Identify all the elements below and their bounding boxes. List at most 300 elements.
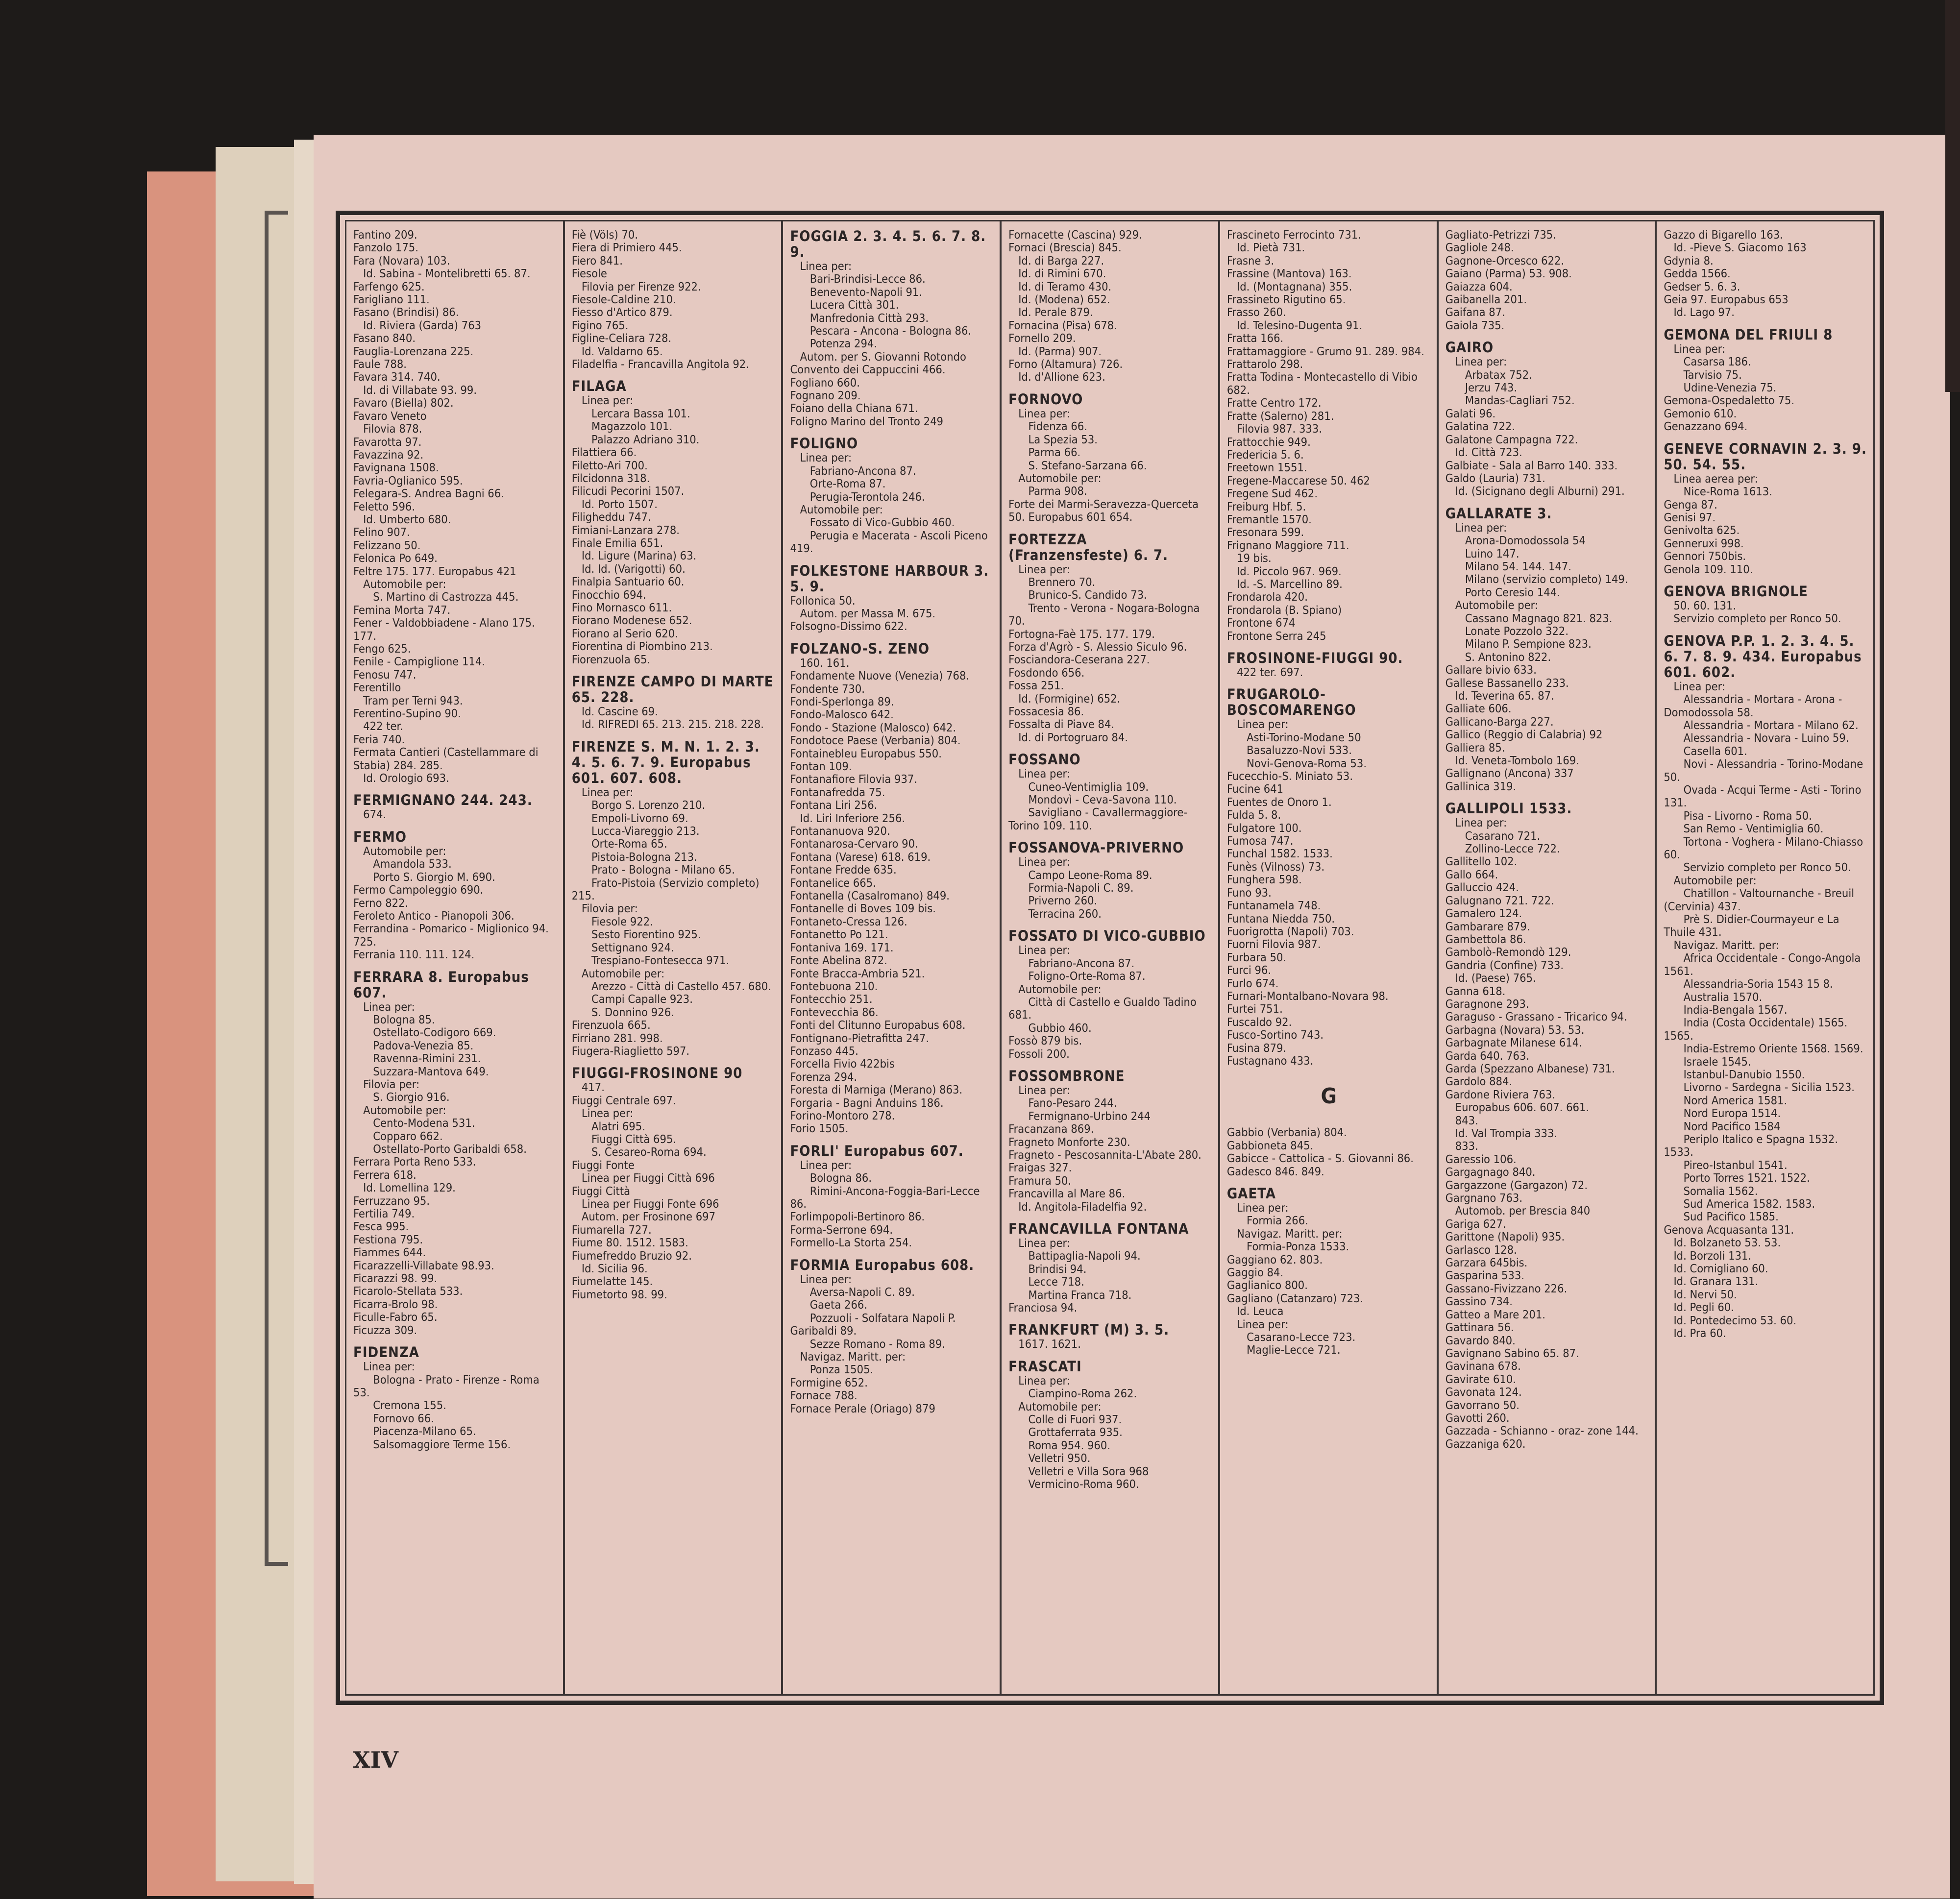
index-entry: Fregene Sud 462. xyxy=(1226,487,1318,501)
index-entry: Casarsa 186. xyxy=(1664,355,1751,369)
index-entry: Genga 87. xyxy=(1664,497,1717,511)
index-column-5 xyxy=(1220,221,1439,1694)
index-entry: 417. xyxy=(571,1080,605,1095)
index-entry: Alessandria - Novara - Luino 59. xyxy=(1664,731,1849,745)
index-entry: Grottaferrata 935. xyxy=(1008,1425,1123,1439)
index-entry: Id. Riviera (Garda) 763 xyxy=(353,318,482,332)
index-entry: Benevento-Napoli 91. xyxy=(790,285,923,299)
index-entry: 422 ter. xyxy=(353,719,403,733)
index-column-3 xyxy=(783,221,1002,1694)
index-entry: Bari-Brindisi-Lecce 86. xyxy=(790,272,926,286)
index-entry: Id. RIFREDI 65. 213. 215. 218. 228. xyxy=(571,717,764,731)
index-entry: Furbara 50. xyxy=(1226,950,1287,964)
index-entry: Garbagna (Novara) 53. 53. xyxy=(1445,1023,1585,1037)
station-heading: FILAGA xyxy=(571,378,627,395)
index-entry: Fontecchio 251. xyxy=(790,992,873,1006)
index-entry: India-Estremo Oriente 1568. 1569. xyxy=(1664,1042,1863,1056)
index-entry: Gagliano (Catanzaro) 723. xyxy=(1226,1291,1364,1305)
index-entry: Filattiera 66. xyxy=(571,445,637,460)
index-entry: Feltre 175. 177. Europabus 421 xyxy=(353,564,516,578)
index-entry: Formigine 652. xyxy=(790,1375,868,1389)
index-entry: Galugnano 721. 722. xyxy=(1445,893,1554,907)
index-entry: San Remo - Ventimiglia 60. xyxy=(1664,822,1824,836)
index-entry: Genola 109. 110. xyxy=(1664,562,1753,576)
station-heading: GENOVA P.P. 1. 2. 3. 4. 5. 6. 7. 8. 9. 434. Europabus 601. 602. xyxy=(1664,632,1867,681)
index-entry: Fratte (Salerno) 281. xyxy=(1226,409,1334,423)
index-entry: Fogliano 660. xyxy=(790,375,860,390)
index-entry: Parma 908. xyxy=(1008,484,1087,498)
index-entry: Freiburg Hbf. 5. xyxy=(1226,499,1306,513)
index-entry: Farfengo 625. xyxy=(353,279,425,293)
index-entry: Fondotoce Paese (Verbania) 804. xyxy=(790,733,961,748)
index-entry: Ferentino-Supino 90. xyxy=(353,706,461,721)
index-entry: Lucca-Viareggio 213. xyxy=(571,824,700,838)
index-entry: Fornello 209. xyxy=(1008,331,1076,345)
index-entry: Casella 601. xyxy=(1664,744,1747,758)
index-entry: Novi - Alessandria - Torino-Modane 50. xyxy=(1664,757,1867,784)
index-entry: Figline-Celiara 728. xyxy=(571,331,672,345)
index-entry: Fosdondo 656. xyxy=(1008,665,1085,680)
index-entry: Fontananuova 920. xyxy=(790,824,890,838)
index-entry: Fontanafredda 75. xyxy=(790,785,885,799)
index-entry: S. Donnino 926. xyxy=(571,1005,674,1019)
index-entry: Cremona 155. xyxy=(353,1398,446,1412)
index-entry: Fustagnano 433. xyxy=(1226,1053,1314,1068)
index-entry: Orte-Roma 65. xyxy=(571,837,667,851)
index-entry: Fiè (Völs) 70. xyxy=(571,228,638,242)
index-entry: Istanbul-Danubio 1550. xyxy=(1664,1067,1805,1081)
index-entry: Milano (servizio completo) 149. xyxy=(1445,572,1628,586)
index-entry: Id. Id. (Varigotti) 60. xyxy=(571,561,686,576)
index-entry: Id. Angitola-Filadelfia 92. xyxy=(1008,1199,1147,1214)
index-entry: Gavinana 678. xyxy=(1445,1359,1521,1373)
index-entry: Fornace Perale (Oriago) 879 xyxy=(790,1401,935,1415)
index-entry: Linea per: xyxy=(1008,767,1070,781)
index-entry: Fiera di Primiero 445. xyxy=(571,241,682,255)
index-entry: Livorno - Sardegna - Sicilia 1523. xyxy=(1664,1080,1855,1095)
index-entry: Fiumefreddo Bruzio 92. xyxy=(571,1248,692,1263)
index-entry: Cassano Magnago 821. 823. xyxy=(1445,611,1613,625)
index-entry: Ferno 822. xyxy=(353,896,409,910)
index-entry: Gamalero 124. xyxy=(1445,906,1522,921)
index-entry: Id. di Rimini 670. xyxy=(1008,267,1106,281)
index-entry: Settignano 924. xyxy=(571,940,674,954)
index-entry: Linea per: xyxy=(1008,943,1070,957)
index-entry: Forino-Montoro 278. xyxy=(790,1108,895,1122)
index-entry: Gaeta 266. xyxy=(790,1298,868,1312)
index-entry: Novi-Genova-Roma 53. xyxy=(1226,756,1367,770)
index-entry: Bologna 85. xyxy=(353,1012,435,1026)
page-frame xyxy=(336,211,1884,1705)
index-entry: Gavorrano 50. xyxy=(1445,1398,1519,1412)
index-entry: Fiero 841. xyxy=(571,253,623,268)
index-entry: Autom. per Frosinone 697 xyxy=(571,1210,716,1224)
index-entry: Fontaneto-Cressa 126. xyxy=(790,914,907,928)
index-entry: Maglie-Lecce 721. xyxy=(1226,1343,1341,1357)
index-entry: Favarotta 97. xyxy=(353,435,422,449)
index-entry: Filovia per Firenze 922. xyxy=(571,279,701,293)
index-entry: 422 ter. 697. xyxy=(1226,665,1303,679)
index-entry: Gavirate 610. xyxy=(1445,1372,1517,1386)
index-entry: Alessandria - Mortara - Milano 62. xyxy=(1664,718,1859,732)
index-entry: Fosciandora-Ceserana 227. xyxy=(1008,653,1150,667)
index-entry: Fredericia 5. 6. xyxy=(1226,447,1304,462)
book-binding-edge xyxy=(1945,0,1960,392)
index-column-7 xyxy=(1657,221,1873,1694)
index-entry: Id. Sicilia 96. xyxy=(571,1262,648,1276)
index-entry: Fantino 209. xyxy=(353,228,417,242)
index-entry: Frassine (Mantova) 163. xyxy=(1226,267,1352,281)
index-entry: Gargnano 763. xyxy=(1445,1191,1523,1205)
index-entry: Garessio 106. xyxy=(1445,1152,1517,1166)
index-entry: Fanzolo 175. xyxy=(353,241,418,255)
index-entry: Fuorni Filovia 987. xyxy=(1226,937,1321,951)
index-entry: Alatri 695. xyxy=(571,1119,645,1133)
index-entry: Fontignano-Pietrafitta 247. xyxy=(790,1031,930,1045)
station-heading: FIRENZE CAMPO DI MARTE 65. 228. xyxy=(571,673,779,706)
index-entry: Europabus 606. 607. 661. xyxy=(1445,1100,1590,1115)
index-entry: Fonte Abelina 872. xyxy=(790,953,887,968)
index-entry: Nice-Roma 1613. xyxy=(1664,485,1772,499)
index-entry: Fenile - Campiglione 114. xyxy=(353,655,486,669)
index-entry: Fossato di Vico-Gubbio 460. xyxy=(790,515,955,530)
index-entry: Fener - Valdobbiadene - Alano 175. 177. xyxy=(353,616,539,643)
station-heading: FOLKESTONE HARBOUR 3. 5. 9. xyxy=(790,562,994,595)
index-entry: Orte-Roma 87. xyxy=(790,477,886,491)
station-heading: GAIRO xyxy=(1445,339,1494,356)
index-entry: Folsogno-Dissimo 622. xyxy=(790,619,907,633)
index-entry: Formia 266. xyxy=(1226,1214,1308,1228)
index-entry: Mondovì - Ceva-Savona 110. xyxy=(1008,793,1177,807)
station-heading: FIUGGI-FROSINONE 90 xyxy=(571,1065,743,1082)
index-entry: Fondo - Stazione (Malosco) 642. xyxy=(790,720,956,734)
index-entry: Padova-Venezia 85. xyxy=(353,1038,474,1052)
index-entry: Parma 66. xyxy=(1008,445,1081,460)
index-entry: Linea per: xyxy=(790,451,852,465)
index-entry: Fiugera-Riaglietto 597. xyxy=(571,1044,690,1058)
index-entry: Fasano 840. xyxy=(353,331,416,345)
index-entry: Ferrandina - Pomarico - Miglionico 94. 725. xyxy=(353,922,552,949)
index-entry: Udine-Venezia 75. xyxy=(1664,381,1777,395)
index-entry: 1617. 1621. xyxy=(1008,1337,1081,1351)
index-entry: Pistoia-Bologna 213. xyxy=(571,850,697,864)
index-entry: Fiumetorto 98. 99. xyxy=(571,1287,667,1301)
index-entry: Fornacette (Cascina) 929. xyxy=(1008,228,1142,242)
index-entry: Filovia 987. 333. xyxy=(1226,422,1323,436)
index-entry: Furlo 674. xyxy=(1226,976,1279,990)
index-entry: Fiuggi Centrale 697. xyxy=(571,1093,676,1107)
index-entry: Fontane Fredde 635. xyxy=(790,863,897,877)
index-entry: Fidenza 66. xyxy=(1008,419,1087,434)
index-entry: Empoli-Livorno 69. xyxy=(571,811,688,825)
index-entry: Genova Acquasanta 131. xyxy=(1664,1222,1794,1237)
index-entry: Terracina 260. xyxy=(1008,906,1102,921)
station-heading: FRANKFURT (M) 3. 5. xyxy=(1008,1321,1170,1339)
index-entry: Fumosa 747. xyxy=(1226,834,1294,848)
index-entry: Fontana Liri 256. xyxy=(790,798,878,812)
index-entry: Fontanafiore Filovia 937. xyxy=(790,772,918,786)
index-entry: Lercara Bassa 101. xyxy=(571,406,690,420)
index-entry: Id. Umberto 680. xyxy=(353,512,451,526)
index-entry: Ponza 1505. xyxy=(790,1363,874,1377)
index-entry: Linea per: xyxy=(571,1106,634,1120)
index-entry: Filicudi Pecorini 1507. xyxy=(571,484,685,498)
index-entry: Gassano-Fivizzano 226. xyxy=(1445,1281,1568,1295)
index-entry: Ovada - Acqui Terme - Asti - Torino 131. xyxy=(1664,783,1865,810)
index-entry: Fratte Centro 172. xyxy=(1226,396,1322,410)
index-entry: Garzara 645bis. xyxy=(1445,1256,1528,1270)
index-entry: Frassineto Rigutino 65. xyxy=(1226,292,1346,307)
index-entry: 50. 60. 131. xyxy=(1664,598,1737,612)
index-entry: Servizio completo per Ronco 50. xyxy=(1664,611,1841,626)
index-entry: Piacenza-Milano 65. xyxy=(353,1424,476,1438)
index-entry: Foligno-Orte-Roma 87. xyxy=(1008,969,1146,983)
index-entry: Fiammes 644. xyxy=(353,1245,426,1260)
index-entry: Fontanarosa-Cervaro 90. xyxy=(790,837,918,851)
index-entry: Garda (Spezzano Albanese) 731. xyxy=(1445,1061,1615,1075)
index-entry: Id. Veneta-Tombolo 169. xyxy=(1445,754,1579,768)
index-entry: Id. Lomellina 129. xyxy=(353,1181,456,1195)
index-entry: Funo 93. xyxy=(1226,885,1272,900)
index-entry: Gavardo 840. xyxy=(1445,1333,1516,1347)
index-entry: Gazzo di Bigarello 163. xyxy=(1664,228,1783,242)
index-entry: Fucecchio-S. Miniato 53. xyxy=(1226,769,1353,783)
index-entry: Fontan 109. xyxy=(790,759,852,773)
index-entry: Perugia-Terontola 246. xyxy=(790,489,925,504)
index-entry: Gadesco 846. 849. xyxy=(1226,1164,1324,1178)
index-entry: Gaiola 735. xyxy=(1445,318,1505,332)
index-entry: Vermicino-Roma 960. xyxy=(1008,1477,1139,1491)
index-entry: Fornaci (Brescia) 845. xyxy=(1008,241,1122,255)
index-entry: Feletto 596. xyxy=(353,499,416,513)
index-entry: Fontanelice 665. xyxy=(790,876,876,890)
index-entry: Alessandria-Soria 1543 15 8. xyxy=(1664,977,1833,991)
index-entry: Gambolò-Remondò 129. xyxy=(1445,945,1571,959)
index-entry: Felizzano 50. xyxy=(353,538,421,552)
index-entry: Automobile per: xyxy=(790,502,883,516)
index-entry: Ferrera 618. xyxy=(353,1168,416,1182)
index-entry: Ravenna-Rimini 231. xyxy=(353,1051,481,1066)
index-entry: Campi Capalle 923. xyxy=(571,992,693,1006)
index-entry: Frascineto Ferrocinto 731. xyxy=(1226,228,1361,242)
index-entry: Freetown 1551. xyxy=(1226,461,1307,475)
index-entry: Gardone Riviera 763. xyxy=(1445,1087,1556,1101)
index-entry: Ficulle-Fabro 65. xyxy=(353,1310,438,1324)
index-entry: Asti-Torino-Modane 50 xyxy=(1226,730,1361,744)
index-entry: Gargagnago 840. xyxy=(1445,1165,1536,1179)
index-entry: Id. d'Allione 623. xyxy=(1008,370,1105,384)
station-heading: FIRENZE S. M. N. 1. 2. 3. 4. 5. 6. 7. 9. Europabus 601. 607. 608. xyxy=(571,738,765,786)
index-entry: Formia-Napoli C. 89. xyxy=(1008,881,1134,895)
index-entry: Palazzo Adriano 310. xyxy=(571,432,700,446)
index-entry: S. Giorgio 916. xyxy=(353,1090,450,1104)
index-entry: Gaibanella 201. xyxy=(1445,292,1527,307)
index-entry: Ostellato-Codigoro 669. xyxy=(353,1025,496,1040)
index-entry: Favignana 1508. xyxy=(353,461,439,475)
index-entry: Fiorano al Serio 620. xyxy=(571,626,678,640)
index-entry: Navigaz. Maritt. per: xyxy=(1226,1226,1343,1241)
index-entry: Ficarazzelli-Villabate 98.93. xyxy=(353,1258,494,1272)
index-entry: Gabbioneta 845. xyxy=(1226,1138,1314,1152)
index-entry: Jerzu 743. xyxy=(1445,381,1518,395)
index-entry: Funtanamela 748. xyxy=(1226,899,1321,913)
index-entry: Fermignano-Urbino 244 xyxy=(1008,1109,1151,1123)
index-entry: Felegara-S. Andrea Bagni 66. xyxy=(353,487,504,501)
index-entry: Galbiate - Sala al Barro 140. 333. xyxy=(1445,458,1618,472)
index-entry: Servizio completo per Ronco 50. xyxy=(1664,860,1851,875)
index-entry: Savigliano - Cavallermaggiore-Torino 109. 110. xyxy=(1008,805,1187,832)
index-entry: Linea per: xyxy=(1008,1083,1070,1097)
index-entry: Automobile per: xyxy=(353,1103,446,1117)
index-entry: Gallignano (Ancona) 337 xyxy=(1445,766,1574,780)
index-entry: Genazzano 694. xyxy=(1664,419,1748,434)
index-entry: Copparo 662. xyxy=(353,1129,443,1143)
index-entry: Garagnone 293. xyxy=(1445,997,1529,1011)
index-entry: Gavignano Sabino 65. 87. xyxy=(1445,1346,1579,1360)
index-entry: Ferruzzano 95. xyxy=(353,1193,430,1208)
index-entry: Israele 1545. xyxy=(1664,1054,1751,1069)
index-entry: Fraigas 327. xyxy=(1008,1161,1072,1175)
index-entry: Garittone (Napoli) 935. xyxy=(1445,1230,1565,1244)
index-entry: Faule 788. xyxy=(353,357,407,371)
index-entry: Fonzaso 445. xyxy=(790,1044,858,1058)
index-entry: Foresta di Marniga (Merano) 863. xyxy=(790,1083,963,1097)
index-entry: Automobile per: xyxy=(1008,1399,1102,1413)
index-entry: Forenza 294. xyxy=(790,1070,858,1084)
station-heading: FOSSANO xyxy=(1008,751,1081,768)
index-entry: Id. di Teramo 430. xyxy=(1008,279,1112,293)
index-entry: Frato-Pistoia (Servizio completo) 215. xyxy=(571,876,763,903)
index-entry: Frattamaggiore - Grumo 91. 289. 984. xyxy=(1226,344,1424,358)
index-entry: Gallico (Reggio di Calabria) 92 xyxy=(1445,728,1603,742)
index-entry: Linea per: xyxy=(1008,1373,1070,1388)
index-entry: Gedser 5. 6. 3. xyxy=(1664,279,1740,293)
index-entry: Campo Leone-Roma 89. xyxy=(1008,868,1152,882)
index-entry: Gemonio 610. xyxy=(1664,406,1737,420)
index-entry: Gallicano-Barga 227. xyxy=(1445,714,1554,729)
index-entry: Sud America 1582. 1583. xyxy=(1664,1197,1815,1211)
index-entry: Favaro Veneto xyxy=(353,409,427,423)
index-entry: Id. di Portogruaro 84. xyxy=(1008,730,1128,744)
page-number: XIV xyxy=(353,1747,398,1773)
index-entry: Fiuggi Città 695. xyxy=(571,1132,677,1146)
index-entry: Id. Cornigliano 60. xyxy=(1664,1262,1768,1276)
index-entry: Gagnone-Orcesco 622. xyxy=(1445,253,1565,268)
station-heading: GENEVE CORNAVIN 2. 3. 9. 50. 54. 55. xyxy=(1664,440,1872,473)
index-entry: Id. (Montagnana) 355. xyxy=(1226,279,1352,293)
index-entry: Ganna 618. xyxy=(1445,984,1506,998)
index-entry: Prè S. Didier-Courmayeur e La Thuile 431. xyxy=(1664,912,1843,939)
index-entry: Figino 765. xyxy=(571,318,629,332)
index-entry: Fontana (Varese) 618. 619. xyxy=(790,850,931,864)
index-entry: Forno (Altamura) 726. xyxy=(1008,357,1123,371)
index-entry: Galliate 606. xyxy=(1445,702,1512,716)
index-entry: Fondo-Malosco 642. xyxy=(790,707,894,722)
index-entry: Fauglia-Lorenzana 225. xyxy=(353,344,474,358)
index-entry: Genivolta 625. xyxy=(1664,523,1740,537)
index-entry: Fontaniva 169. 171. xyxy=(790,940,894,954)
index-entry: Gabbio (Verbania) 804. xyxy=(1226,1125,1347,1140)
index-entry: Fano-Pesaro 244. xyxy=(1008,1096,1117,1110)
station-heading: GAETA xyxy=(1226,1185,1276,1202)
index-entry: Pescara - Ancona - Bologna 86. xyxy=(790,324,972,338)
index-entry: Prato - Bologna - Milano 65. xyxy=(571,863,735,877)
index-entry: Lonate Pozzolo 322. xyxy=(1445,624,1569,638)
index-entry: Tortona - Voghera - Milano-Chiasso 60. xyxy=(1664,834,1866,862)
index-entry: Felonica Po 649. xyxy=(353,551,438,565)
index-entry: Linea per: xyxy=(1226,717,1289,731)
index-entry: Filovia 878. xyxy=(353,422,422,436)
index-entry: Fesca 995. xyxy=(353,1219,409,1234)
index-entry: Filadelfia - Francavilla Angitola 92. xyxy=(571,357,749,371)
index-entry: Filcidonna 318. xyxy=(571,471,650,485)
index-entry: Garbagnate Milanese 614. xyxy=(1445,1036,1582,1050)
index-entry: Frondarola 420. xyxy=(1226,590,1308,604)
index-entry: Fontainebleu Europabus 550. xyxy=(790,746,942,760)
index-entry: Pireo-Istanbul 1541. xyxy=(1664,1158,1788,1172)
index-entry: Id. Sabina - Montelibretti 65. 87. xyxy=(353,267,531,281)
station-heading: FRUGAROLO-BOSCOMARENGO xyxy=(1226,686,1356,719)
index-entry: Firenzuola 665. xyxy=(571,1018,651,1032)
index-entry: Firriano 281. 998. xyxy=(571,1031,663,1045)
index-entry: Colle di Fuori 937. xyxy=(1008,1412,1122,1427)
section-letter: G xyxy=(1321,1084,1337,1109)
station-heading: FIDENZA xyxy=(353,1344,419,1361)
index-entry: Fracanzana 869. xyxy=(1008,1122,1094,1136)
index-entry: Fara (Novara) 103. xyxy=(353,253,450,268)
index-entry: Linea per: xyxy=(1226,1317,1289,1331)
index-entry: Gallese Bassanello 233. xyxy=(1445,676,1569,690)
index-entry: Fossoli 200. xyxy=(1008,1047,1070,1061)
index-entry: Fornovo 66. xyxy=(353,1411,434,1425)
station-heading: FROSINONE-FIUGGI 90. xyxy=(1226,650,1403,666)
index-entry: Arbatax 752. xyxy=(1445,367,1532,382)
index-entry: Frondarola (B. Spiano) xyxy=(1226,603,1342,617)
index-entry: Linea per: xyxy=(353,1360,415,1374)
index-entry: Favaro (Biella) 802. xyxy=(353,396,454,410)
index-entry: Finale Emilia 651. xyxy=(571,536,663,550)
index-entry: Id. Ligure (Marina) 63. xyxy=(571,549,697,563)
index-entry: Casarano-Lecce 723. xyxy=(1226,1330,1356,1344)
index-entry: Automobile per: xyxy=(353,577,446,591)
index-entry: La Spezia 53. xyxy=(1008,432,1098,446)
index-entry: Garaguso - Grassano - Tricarico 94. xyxy=(1445,1010,1627,1024)
station-heading: FRASCATI xyxy=(1008,1358,1082,1375)
station-heading: FOSSANOVA-PRIVERNO xyxy=(1008,839,1184,856)
index-column-6 xyxy=(1439,221,1657,1694)
index-entry: Porto Torres 1521. 1522. xyxy=(1664,1171,1810,1185)
index-entry: 843. xyxy=(1445,1113,1478,1127)
station-heading: FORMIA Europabus 608. xyxy=(790,1256,975,1273)
index-entry: Id. Borzoli 131. xyxy=(1664,1248,1752,1263)
index-entry: Fengo 625. xyxy=(353,642,411,656)
index-entry: Fertilia 749. xyxy=(353,1207,415,1221)
station-heading: GALLARATE 3. xyxy=(1445,505,1552,522)
index-entry: Somalia 1562. xyxy=(1664,1184,1758,1198)
index-entry: Trento - Verona - Nogara-Bologna 70. xyxy=(1008,601,1203,628)
index-entry: Genisi 97. xyxy=(1664,510,1716,524)
index-entry: Funès (Vilnoss) 73. xyxy=(1226,859,1325,874)
index-entry: Gattinara 56. xyxy=(1445,1320,1514,1335)
index-entry: Id. Piccolo 967. 969. xyxy=(1226,564,1342,578)
index-entry: Porto Ceresio 144. xyxy=(1445,585,1560,599)
index-entry: Frasne 3. xyxy=(1226,253,1274,268)
index-entry: Autom. per S. Giovanni Rotondo Convento dei Cappuccini 466. xyxy=(790,349,970,377)
index-entry: Gagliole 248. xyxy=(1445,241,1514,255)
index-entry: Fornace 788. xyxy=(790,1388,858,1403)
index-entry: Galdo (Lauria) 731. xyxy=(1445,471,1545,485)
index-entry: Furnari-Montalbano-Novara 98. xyxy=(1226,989,1389,1003)
